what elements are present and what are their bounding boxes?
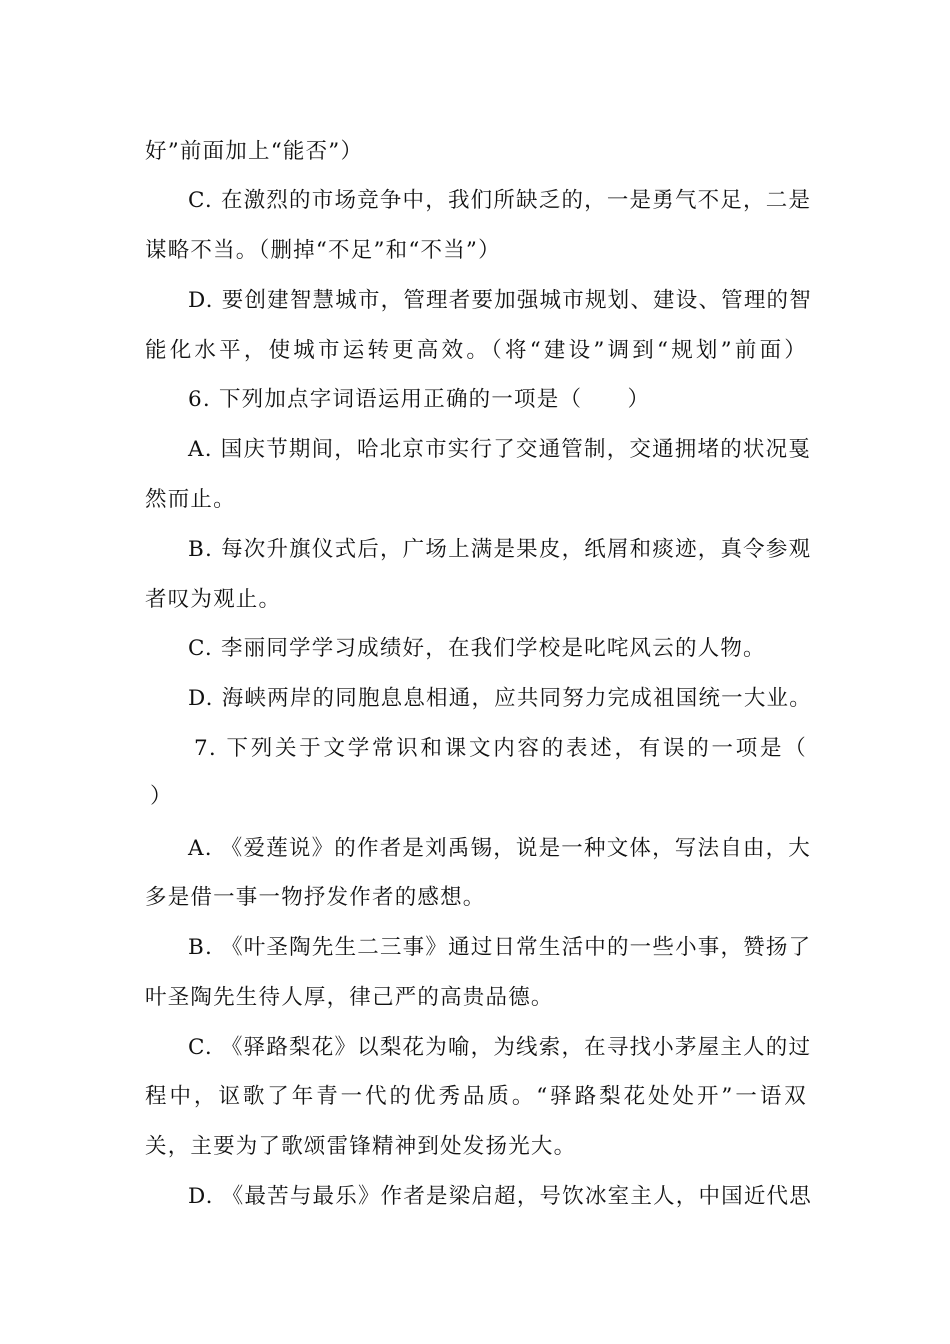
option-d-q5-line1: D. 要创建智慧城市，管理者要加强城市规划、建设、管理的智 [188, 288, 812, 313]
option-b-q6-line1: B. 每次升旗仪式后，广场上满是果皮，纸屑和痰迹，真令参观 [188, 537, 812, 562]
question-7-stem-line2: ） [150, 784, 173, 809]
option-c-q5-line2: 谋略不当。（删掉“不足”和“不当”） [145, 238, 501, 263]
option-d-q5-line2: 能化水平，使城市运转更高效。（将“建设”调到“规划”前面） [145, 338, 807, 363]
question-7-stem-line1: 7. 下列关于文学常识和课文内容的表述，有误的一项是（ [194, 736, 807, 761]
option-b-q6-line2: 者叹为观止。 [145, 587, 282, 612]
option-c-q7-line1: C. 《驿路梨花》以梨花为喻，为线索，在寻找小茅屋主人的过 [188, 1035, 812, 1060]
option-b-q7-line1: B. 《叶圣陶先生二三事》通过日常生活中的一些小事，赞扬了 [188, 935, 812, 960]
option-a-q7-line1: A. 《爱莲说》的作者是刘禹锡，说是一种文体，写法自由，大 [188, 836, 811, 861]
option-d-q7-line1: D. 《最苦与最乐》作者是梁启超，号饮冰室主人，中国近代思 [188, 1184, 812, 1209]
question-6-stem: 6. 下列加点字词语运用正确的一项是（ ） [188, 387, 651, 412]
option-a-q7-line2: 多是借一事一物抒发作者的感想。 [145, 885, 486, 910]
option-a-q6-line2: 然而止。 [145, 487, 236, 512]
option-b-q7-line2: 叶圣陶先生待人厚，律己严的高贵品德。 [145, 985, 554, 1010]
option-d-q6: D. 海峡两岸的同胞息息相通，应共同努力完成祖国统一大业。 [188, 686, 812, 711]
option-c-q7-line2: 程中，讴歌了年青一代的优秀品质。“驿路梨花处处开”一语双 [145, 1084, 807, 1109]
option-c-q6: C. 李丽同学学习成绩好，在我们学校是叱咤风云的人物。 [188, 636, 766, 661]
option-c-q5-line1: C. 在激烈的市场竞争中，我们所缺乏的，一是勇气不足，二是 [188, 188, 812, 213]
option-c-q7-line3: 关，主要为了歌颂雷锋精神到处发扬光大。 [145, 1134, 577, 1159]
text-line-continuation-option-b: 好”前面加上“能否”） [145, 139, 364, 164]
option-a-q6-line1: A. 国庆节期间，哈北京市实行了交通管制，交通拥堵的状况戛 [188, 437, 811, 462]
